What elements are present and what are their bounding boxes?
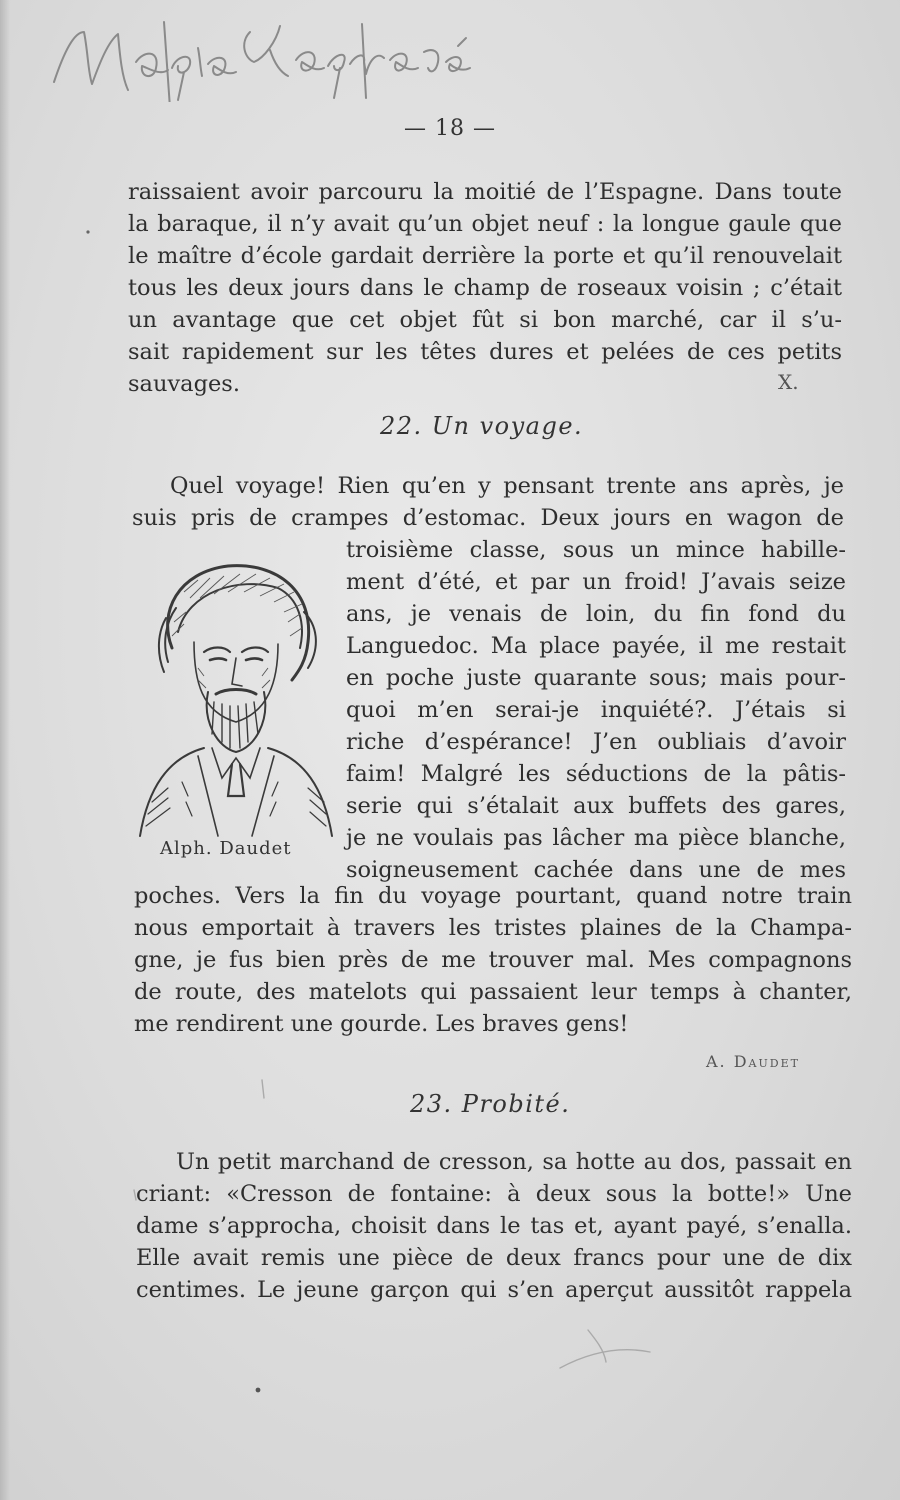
text-line: soigneusement cachée dans une de mes	[346, 857, 846, 883]
text-line: la baraque, il n’y avait qu’un objet neuf : la longue gaule que	[128, 211, 842, 237]
portrait-caption: Alph. Daudet	[160, 838, 292, 859]
text-line: suis pris de crampes d’estomac. Deux jours en wagon de	[132, 505, 844, 531]
section3-heading: 23. Probité.	[410, 1090, 571, 1118]
text-line: Languedoc. Ma place payée, il me restait	[346, 633, 846, 659]
text-line: Un petit marchand de cresson, sa hotte au dos, passait en	[176, 1149, 852, 1175]
text-line: riche d’espérance! J’en oubliais d’avoir	[346, 729, 846, 755]
text-line: raissaient avoir parcouru la moitié de l’Espagne. Dans toute	[128, 179, 842, 205]
ink-dot	[256, 1388, 261, 1393]
text-line: criant: «Cresson de fontaine: à deux sous la botte!» Une	[136, 1181, 852, 1207]
text-line: je ne voulais pas lâcher ma pièce blanche,	[346, 825, 846, 851]
text-line: poches. Vers la fin du voyage pourtant, quand notre train	[134, 883, 852, 909]
text-line: en poche juste quarante sous; mais pour-	[346, 665, 846, 691]
text-line: dame s’approcha, choisit dans le tas et, ayant payé, s’enalla.	[136, 1213, 852, 1239]
text-line: ment d’été, et par un froid! J’avais seize	[346, 569, 846, 595]
text-line: sait rapidement sur les têtes dures et pelées de ces petits	[128, 339, 842, 365]
section1-signoff: X.	[778, 370, 799, 394]
text-line: tous les deux jours dans le champ de roseaux voisin ; c’était	[128, 275, 842, 301]
text-line: quoi m’en serai-je inquiété?. J’étais si	[346, 697, 846, 723]
text-line: serie qui s’étalait aux buffets des gares,	[346, 793, 846, 819]
text-line: me rendirent une gourde. Les braves gens!	[134, 1011, 629, 1037]
section2-heading: 22. Un voyage.	[380, 412, 584, 440]
text-line: troisième classe, sous un mince habille-	[346, 537, 846, 563]
ink-dot	[86, 230, 89, 233]
text-line: gne, je fus bien près de me trouver mal. Mes compagnons	[134, 947, 852, 973]
text-line: le maître d’école gardait derrière la porte et qu’il renouvelait	[128, 243, 842, 269]
page-number: — 18 —	[404, 116, 496, 141]
text-line: Elle avait remis une pièce de deux francs pour une de dix	[136, 1245, 852, 1271]
text-line: de route, des matelots qui passaient leur temps à chanter,	[134, 979, 852, 1005]
text-line: sauvages.	[128, 371, 240, 397]
section2-author: A. Daudet	[706, 1052, 800, 1071]
text-line: faim! Malgré les séductions de la pâtis-	[346, 761, 846, 787]
text-line: Quel voyage! Rien qu’en y pensant trente ans après, je	[170, 473, 844, 499]
text-line: nous emportait à travers les tristes plaines de la Champa-	[134, 915, 852, 941]
text-line: centimes. Le jeune garçon qui s’en aperçut aussitôt rappela	[136, 1277, 852, 1303]
text-line: un avantage que cet objet fût si bon marché, car il s’u-	[128, 307, 842, 333]
text-line: ans, je venais de loin, du fin fond du	[346, 601, 846, 627]
